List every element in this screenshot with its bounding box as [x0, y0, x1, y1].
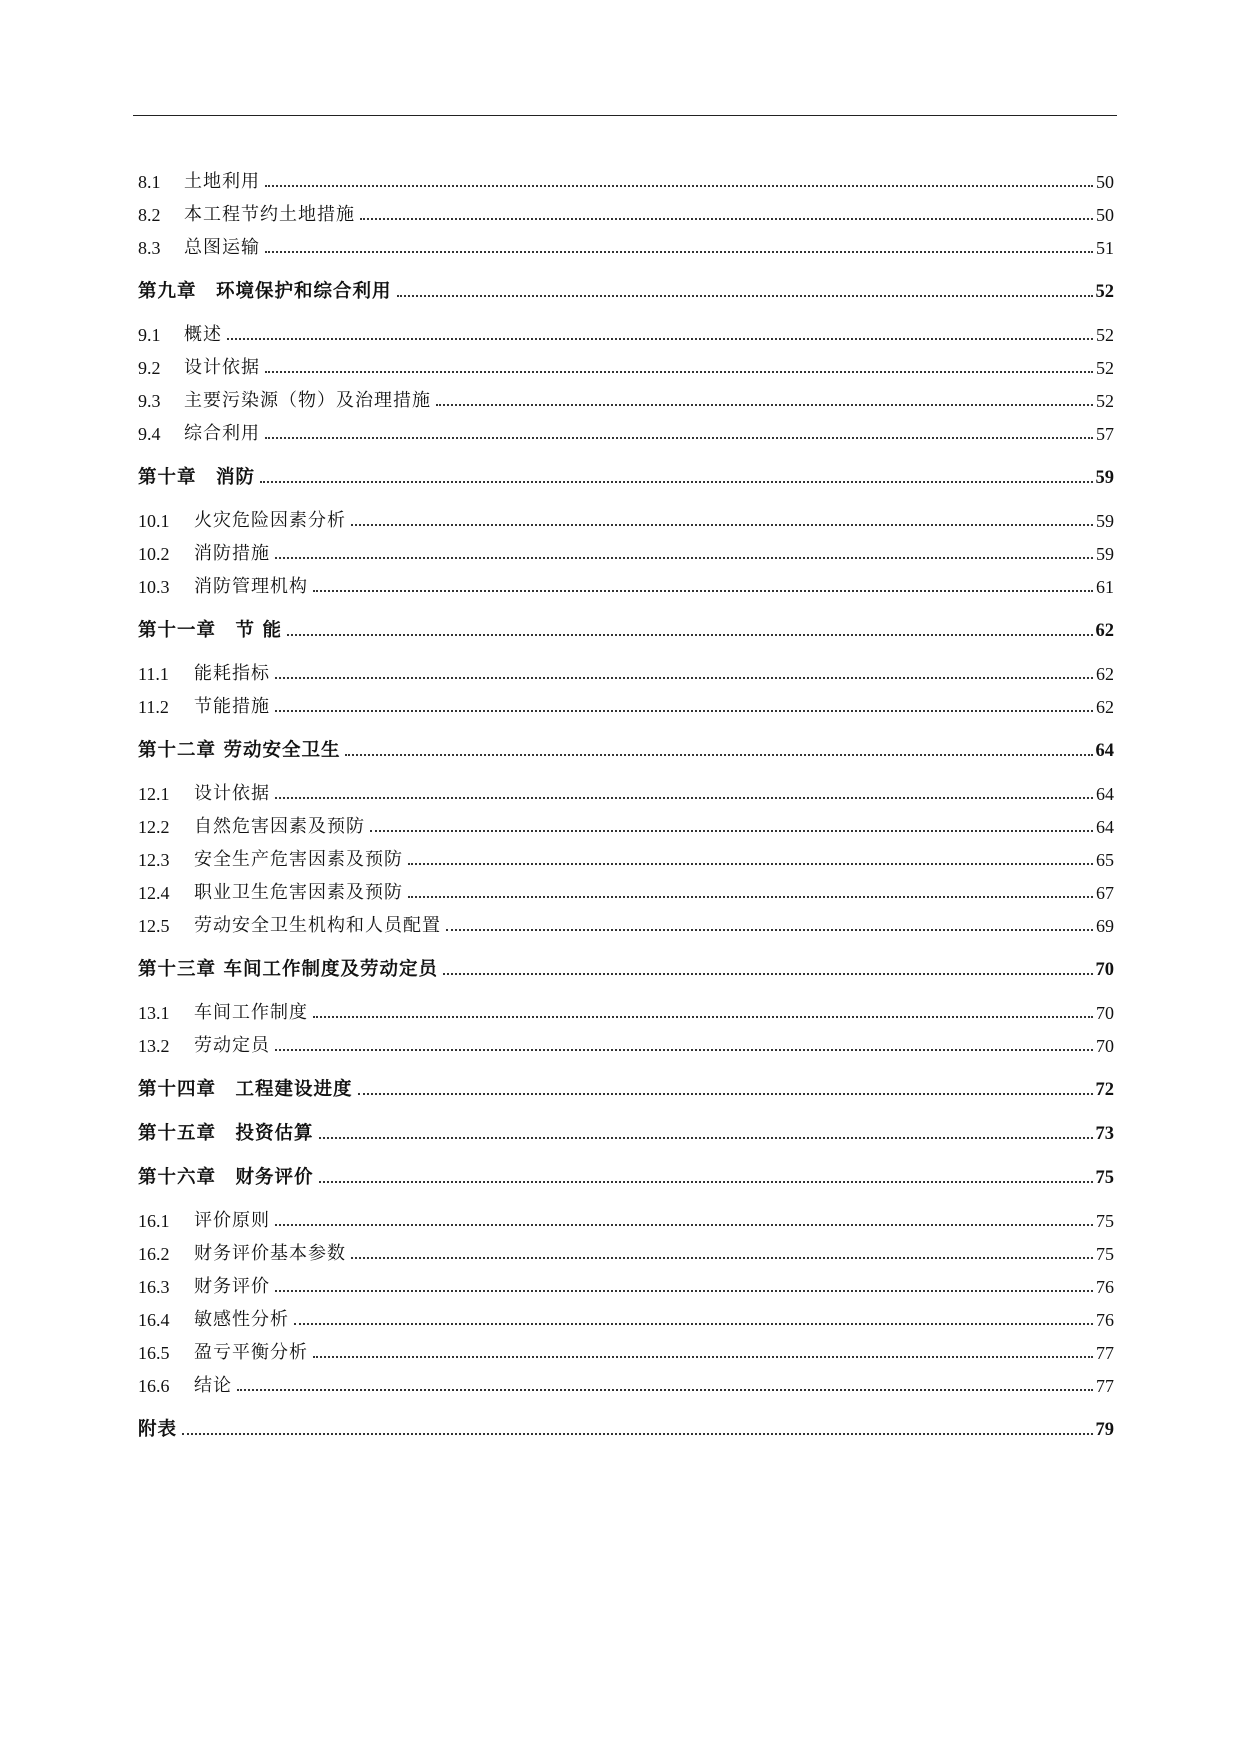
toc-page-number: 64 [1096, 784, 1114, 804]
toc-entry-title: 第十六章 财务评价 [138, 1167, 314, 1188]
toc-page-number: 61 [1096, 577, 1114, 597]
toc-entry-title: 劳动定员 [194, 1035, 270, 1056]
toc-entry-title: 土地利用 [184, 171, 260, 192]
toc-dot-leader [275, 710, 1093, 712]
toc-page-number: 77 [1096, 1376, 1114, 1396]
toc-page-number: 52 [1095, 282, 1114, 302]
toc-entry-number: 8.3 [138, 238, 161, 258]
toc-entry-number: 12.3 [138, 850, 170, 870]
toc-entry-number: 12.2 [138, 817, 170, 837]
toc-entry-title: 第十二章 劳动安全卫生 [138, 740, 341, 761]
toc-section-entry[interactable] [138, 772, 1114, 805]
toc-page-number: 67 [1096, 883, 1114, 903]
toc-dot-leader [275, 797, 1093, 799]
toc-entry-title: 消防管理机构 [194, 576, 308, 597]
toc-chapter-entry[interactable] [138, 1155, 1114, 1189]
toc-chapter-entry[interactable] [138, 608, 1114, 642]
toc-section-entry[interactable] [138, 499, 1114, 532]
toc-page-number: 52 [1096, 358, 1114, 378]
toc-entry-number: 10.1 [138, 511, 170, 531]
toc-entry-title: 节能措施 [194, 696, 270, 717]
toc-chapter-entry[interactable] [138, 728, 1114, 762]
toc-entry-number: 9.1 [138, 325, 161, 345]
toc-entry-number: 16.1 [138, 1211, 170, 1231]
toc-section-entry[interactable] [138, 1298, 1114, 1331]
toc-section-entry[interactable] [138, 313, 1114, 346]
toc-dot-leader [275, 677, 1093, 679]
toc-entry-title: 财务评价基本参数 [194, 1243, 346, 1264]
toc-page-number: 52 [1096, 325, 1114, 345]
toc-entry-title: 火灾危险因素分析 [194, 510, 346, 531]
toc-entry-number: 12.4 [138, 883, 170, 903]
toc-entry-title: 敏感性分析 [194, 1309, 289, 1330]
toc-chapter-entry[interactable] [138, 1111, 1114, 1145]
toc-dot-leader [319, 1137, 1093, 1139]
toc-chapter-entry[interactable] [138, 1067, 1114, 1101]
toc-chapter-entry[interactable] [138, 455, 1114, 489]
toc-section-entry[interactable] [138, 1265, 1114, 1298]
toc-entry-title: 第十三章 车间工作制度及劳动定员 [138, 959, 438, 980]
toc-entry-title: 综合利用 [184, 423, 260, 444]
toc-section-entry[interactable] [138, 193, 1114, 226]
toc-entry-number: 8.2 [138, 205, 161, 225]
toc-dot-leader [313, 590, 1093, 592]
toc-entry-title: 第九章 环境保护和综合利用 [138, 281, 392, 302]
toc-page-number: 59 [1096, 511, 1114, 531]
toc-dot-leader [446, 929, 1093, 931]
toc-dot-leader [397, 295, 1093, 297]
toc-page-number: 64 [1096, 817, 1114, 837]
toc-page-number: 70 [1096, 1003, 1114, 1023]
toc-dot-leader [408, 863, 1093, 865]
toc-entry-title: 消防措施 [194, 543, 270, 564]
toc-entry-title: 总图运输 [184, 237, 260, 258]
toc-entry-number: 9.4 [138, 424, 161, 444]
toc-section-entry[interactable] [138, 652, 1114, 685]
toc-entry-title: 评价原则 [194, 1210, 270, 1231]
toc-section-entry[interactable] [138, 565, 1114, 598]
toc-entry-number: 10.3 [138, 577, 170, 597]
toc-entry-number: 16.3 [138, 1277, 170, 1297]
toc-page-number: 59 [1096, 544, 1114, 564]
toc-dot-leader [182, 1433, 1092, 1435]
toc-page-number: 59 [1095, 468, 1114, 488]
toc-entry-number: 16.2 [138, 1244, 170, 1264]
toc-dot-leader [351, 524, 1093, 526]
toc-entry-title: 能耗指标 [194, 663, 270, 684]
toc-section-entry[interactable] [138, 991, 1114, 1024]
toc-entry-title: 概述 [184, 324, 222, 345]
toc-page-number: 65 [1096, 850, 1114, 870]
toc-section-entry[interactable] [138, 805, 1114, 838]
toc-dot-leader [313, 1356, 1093, 1358]
toc-dot-leader [313, 1016, 1093, 1018]
toc-page-number: 79 [1095, 1420, 1114, 1440]
toc-section-entry[interactable] [138, 1199, 1114, 1232]
toc-entry-title: 附表 [138, 1419, 178, 1440]
toc-dot-leader [260, 481, 1092, 483]
toc-dot-leader [319, 1181, 1093, 1183]
toc-entry-number: 9.2 [138, 358, 161, 378]
toc-dot-leader [370, 830, 1093, 832]
toc-entry-title: 劳动安全卫生机构和人员配置 [194, 915, 441, 936]
toc-entry-title: 职业卫生危害因素及预防 [194, 882, 403, 903]
toc-entry-title: 财务评价 [194, 1276, 270, 1297]
toc-dot-leader [275, 1049, 1093, 1051]
toc-entry-title: 主要污染源（物）及治理措施 [184, 390, 431, 411]
toc-section-entry[interactable] [138, 871, 1114, 904]
toc-dot-leader [265, 185, 1093, 187]
toc-dot-leader [237, 1389, 1093, 1391]
toc-entry-number: 11.2 [138, 697, 169, 717]
toc-page-number: 62 [1095, 621, 1114, 641]
toc-entry-title: 第十章 消防 [138, 467, 256, 488]
toc-dot-leader [265, 371, 1093, 373]
toc-dot-leader [275, 557, 1093, 559]
toc-page-number: 50 [1096, 205, 1114, 225]
toc-page-number: 70 [1096, 1036, 1114, 1056]
toc-section-entry[interactable] [138, 160, 1114, 193]
toc-entry-title: 安全生产危害因素及预防 [194, 849, 403, 870]
toc-page-number: 69 [1096, 916, 1114, 936]
toc-page-number: 64 [1095, 741, 1114, 761]
toc-section-entry[interactable] [138, 685, 1114, 718]
toc-page-number: 76 [1096, 1277, 1114, 1297]
toc-entry-title: 第十一章 节 能 [138, 620, 282, 641]
toc-dot-leader [358, 1093, 1093, 1095]
toc-page-number: 73 [1095, 1124, 1114, 1144]
toc-page-number: 62 [1096, 697, 1114, 717]
toc-section-entry[interactable] [138, 1364, 1114, 1397]
toc-entry-number: 12.5 [138, 916, 170, 936]
toc-section-entry[interactable] [138, 379, 1114, 412]
toc-entry-number: 11.1 [138, 664, 169, 684]
toc-chapter-entry[interactable] [138, 1407, 1114, 1441]
toc-section-entry[interactable] [138, 412, 1114, 445]
toc-page-number: 76 [1096, 1310, 1114, 1330]
toc-page-number: 70 [1095, 960, 1114, 980]
toc-entry-number: 16.6 [138, 1376, 170, 1396]
toc-chapter-entry[interactable] [138, 947, 1114, 981]
toc-entry-title: 第十四章 工程建设进度 [138, 1079, 353, 1100]
toc-entry-number: 8.1 [138, 172, 161, 192]
toc-page-number: 52 [1096, 391, 1114, 411]
toc-section-entry[interactable] [138, 838, 1114, 871]
toc-entry-title: 自然危害因素及预防 [194, 816, 365, 837]
toc-entry-title: 盈亏平衡分析 [194, 1342, 308, 1363]
toc-entry-title: 结论 [194, 1375, 232, 1396]
toc-entry-title: 设计依据 [194, 783, 270, 804]
toc-dot-leader [275, 1224, 1093, 1226]
toc-dot-leader [443, 973, 1093, 975]
toc-entry-number: 12.1 [138, 784, 170, 804]
toc-dot-leader [275, 1290, 1093, 1292]
toc-section-entry[interactable] [138, 346, 1114, 379]
toc-dot-leader [436, 404, 1093, 406]
toc-page-number: 57 [1096, 424, 1114, 444]
toc-entry-title: 本工程节约土地措施 [184, 204, 355, 225]
toc-section-entry[interactable] [138, 226, 1114, 259]
toc-entry-title: 第十五章 投资估算 [138, 1123, 314, 1144]
toc-section-entry[interactable] [138, 532, 1114, 565]
toc-chapter-entry[interactable] [138, 269, 1114, 303]
toc-entry-number: 16.4 [138, 1310, 170, 1330]
toc-entry-number: 16.5 [138, 1343, 170, 1363]
toc-dot-leader [408, 896, 1093, 898]
toc-entry-number: 13.1 [138, 1003, 170, 1023]
header-rule [133, 115, 1117, 116]
toc-section-entry[interactable] [138, 904, 1114, 937]
toc-page-number: 75 [1096, 1211, 1114, 1231]
toc-dot-leader [345, 754, 1092, 756]
toc-page-number: 75 [1095, 1168, 1114, 1188]
toc-dot-leader [294, 1323, 1093, 1325]
toc-page-number: 75 [1096, 1244, 1114, 1264]
table-of-contents [138, 160, 1114, 1451]
toc-section-entry[interactable] [138, 1331, 1114, 1364]
toc-entry-title: 车间工作制度 [194, 1002, 308, 1023]
toc-dot-leader [265, 251, 1093, 253]
toc-dot-leader [265, 437, 1093, 439]
toc-dot-leader [287, 634, 1093, 636]
toc-page-number: 72 [1095, 1080, 1114, 1100]
toc-section-entry[interactable] [138, 1232, 1114, 1265]
toc-entry-number: 10.2 [138, 544, 170, 564]
toc-dot-leader [360, 218, 1093, 220]
toc-page-number: 62 [1096, 664, 1114, 684]
toc-page-number: 50 [1096, 172, 1114, 192]
toc-section-entry[interactable] [138, 1024, 1114, 1057]
toc-page-number: 51 [1096, 238, 1114, 258]
toc-entry-number: 13.2 [138, 1036, 170, 1056]
toc-page-number: 77 [1096, 1343, 1114, 1363]
toc-entry-title: 设计依据 [184, 357, 260, 378]
toc-dot-leader [351, 1257, 1093, 1259]
toc-dot-leader [227, 338, 1093, 340]
toc-entry-number: 9.3 [138, 391, 161, 411]
